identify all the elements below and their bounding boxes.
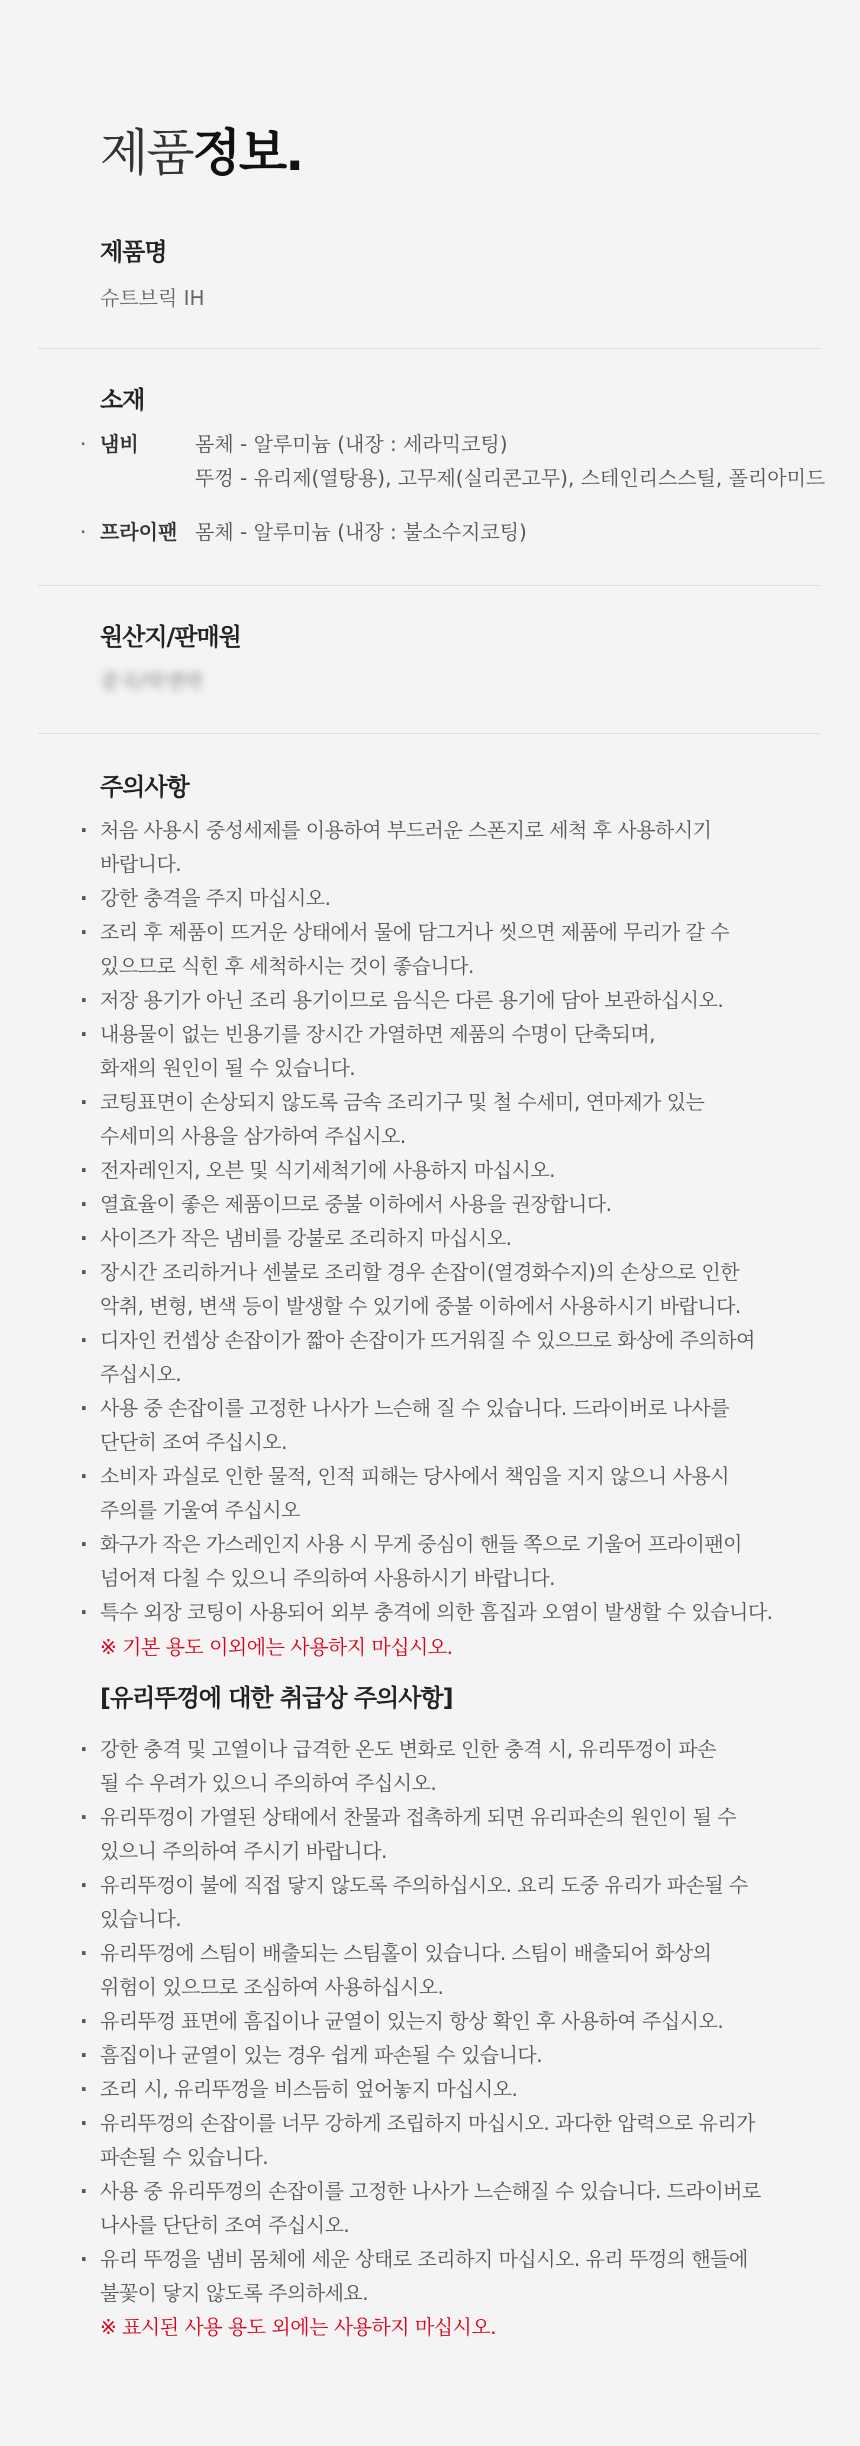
glass-lid-list (80, 1732, 810, 2310)
list-item-line: 악취, 변형, 변색 등이 발생할 수 있기에 중불 이하에서 사용하시기 바랍니다. (100, 1294, 741, 1318)
list-item-line: · 디자인 컨셉상 손잡이가 짧아 손잡이가 뜨거워질 수 있으므로 화상에 주의하여 (100, 1328, 755, 1352)
list-item (80, 2072, 810, 2106)
list-item-line: · 강한 충격을 주지 마십시오. (100, 886, 331, 910)
origin-value: 중국/락앤락 (100, 669, 204, 693)
divider (38, 733, 820, 734)
list-item-line: · 유리뚜껑의 손잡이를 너무 강하게 조립하지 마십시오. 과다한 압력으로 유리가 (100, 2111, 755, 2135)
list-item-line: · 내용물이 없는 빈용기를 장시간 가열하면 제품의 수명이 단축되며, (100, 1022, 655, 1046)
divider (38, 585, 820, 586)
list-item (80, 915, 810, 983)
material-item-line: 몸체 - 알루미늄 (내장 : 불소수지코팅) (195, 520, 527, 544)
list-item (80, 1936, 810, 2004)
list-item-line: 있으므로 식힌 후 세척하시는 것이 좋습니다. (100, 954, 474, 978)
list-item-line: · 사이즈가 작은 냄비를 강불로 조리하지 마십시오. (100, 1226, 512, 1250)
list-item (80, 983, 810, 1017)
product-name-heading: 제품명 (100, 238, 167, 266)
cautions-section (100, 770, 820, 804)
list-item-line: 화재의 원인이 될 수 있습니다. (100, 1056, 356, 1080)
list-item (80, 1085, 810, 1153)
list-item (80, 1323, 810, 1391)
origin-heading: 원산지/판매원 (100, 623, 241, 651)
product-name-section (100, 235, 820, 315)
list-item (80, 2174, 810, 2242)
glass-lid-warning: ※ 표시된 사용 용도 외에는 사용하지 마십시오. (100, 2315, 497, 2339)
list-item-line: · 소비자 과실로 인한 물적, 인적 피해는 당사에서 책임을 지지 않으니 사용시 (100, 1464, 730, 1488)
list-item-line: 될 수 우려가 있으니 주의하여 주십시오. (100, 1771, 437, 1795)
page-title (100, 118, 302, 188)
material-section (100, 383, 820, 417)
cautions-heading: 주의사항 (100, 773, 189, 801)
list-item (80, 1595, 810, 1629)
list-item-line: 주의를 기울여 주십시오 (100, 1498, 300, 1522)
list-item (80, 1153, 810, 1187)
list-item-line: · 저장 용기가 아닌 조리 용기이므로 음식은 다른 용기에 담아 보관하십시오. (100, 988, 724, 1012)
glass-lid-heading: [유리뚜껑에 대한 취급상 주의사항] (100, 1684, 453, 1712)
list-item-line: 단단히 조여 주십시오. (100, 1430, 287, 1454)
list-item (80, 1391, 810, 1459)
list-item-line: 넘어져 다칠 수 있으니 주의하여 사용하시기 바랍니다. (100, 1566, 556, 1590)
list-item-line: · 열효율이 좋은 제품이므로 중불 이하에서 사용을 권장합니다. (100, 1192, 612, 1216)
list-item-line: · 흠집이나 균열이 있는 경우 쉽게 파손될 수 있습니다. (100, 2043, 543, 2067)
material-item-pot: · 냄비 몸체 - 알루미늄 (내장 : 세라믹코팅) 뚜껑 - 유리제(열탕용), 고무제(실리콘고무), 스테인리스스틸, 폴리아미드 (80, 427, 820, 497)
list-item-line: 있으니 주의하여 주시기 바랍니다. (100, 1839, 387, 1863)
list-item (80, 2004, 810, 2038)
list-item (80, 2242, 810, 2310)
material-item-label: 프라이팬 (100, 520, 178, 544)
list-item-line: · 코팅표면이 손상되지 않도록 금속 조리기구 및 철 수세미, 연마제가 있는 (100, 1090, 705, 1114)
list-item-line: 파손될 수 있습니다. (100, 2145, 269, 2169)
list-item-line: · 화구가 작은 가스레인지 사용 시 무게 중심이 핸들 쪽으로 기울어 프라이팬이 (100, 1532, 742, 1556)
list-item-line: 있습니다. (100, 1907, 182, 1931)
material-item-pan: · 프라이팬 몸체 - 알루미늄 (내장 : 불소수지코팅) (80, 515, 820, 549)
list-item-line: 바랍니다. (100, 852, 182, 876)
list-item-line: 나사를 단단히 조여 주십시오. (100, 2213, 350, 2237)
page-title-bold: 정보. (192, 124, 303, 182)
list-item (80, 1732, 810, 1800)
list-item-line: · 유리뚜껑이 불에 직접 닿지 않도록 주의하십시오. 요리 도중 유리가 파손될 수 (100, 1873, 748, 1897)
origin-section (100, 620, 820, 698)
material-heading: 소재 (100, 386, 145, 414)
list-item (80, 1255, 810, 1323)
list-item-line: · 사용 중 손잡이를 고정한 나사가 느슨해 질 수 있습니다. 드라이버로 나사를 (100, 1396, 730, 1420)
list-item-line: · 조리 후 제품이 뜨거운 상태에서 물에 담그거나 씻으면 제품에 무리가 갈 수 (100, 920, 730, 944)
list-item-line: · 강한 충격 및 고열이나 급격한 온도 변화로 인한 충격 시, 유리뚜껑이 파손 (100, 1737, 717, 1761)
list-item-line: · 전자레인지, 오븐 및 식기세척기에 사용하지 마십시오. (100, 1158, 556, 1182)
list-item (80, 1017, 810, 1085)
list-item-line: · 장시간 조리하거나 센불로 조리할 경우 손잡이(열경화수지)의 손상으로 인한 (100, 1260, 740, 1284)
list-item-line: · 유리뚜껑 표면에 흠집이나 균열이 있는지 항상 확인 후 사용하여 주십시오. (100, 2009, 724, 2033)
list-item-line: · 사용 중 유리뚜껑의 손잡이를 고정한 나사가 느슨해질 수 있습니다. 드라이버로 (100, 2179, 761, 2203)
cautions-warning: ※ 기본 용도 이외에는 사용하지 마십시오. (100, 1635, 453, 1659)
list-item-line: 수세미의 사용을 삼가하여 주십시오. (100, 1124, 406, 1148)
material-item-label: 냄비 (100, 432, 139, 456)
list-item (80, 881, 810, 915)
list-item-line: · 유리뚜껑이 가열된 상태에서 찬물과 접촉하게 되면 유리파손의 원인이 될 수 (100, 1805, 737, 1829)
list-item (80, 1868, 810, 1936)
list-item-line: · 유리 뚜껑을 냄비 몸체에 세운 상태로 조리하지 마십시오. 유리 뚜껑의 핸들에 (100, 2247, 748, 2271)
list-item (80, 1527, 810, 1595)
list-item (80, 2106, 810, 2174)
list-item (80, 2038, 810, 2072)
list-item (80, 813, 810, 881)
page-title-light: 제품 (100, 124, 193, 182)
list-item-line: 불꽃이 닿지 않도록 주의하세요. (100, 2281, 369, 2305)
product-name-value: 슈트브릭 IH (100, 286, 205, 310)
list-item-line: 위험이 있으므로 조심하여 사용하십시오. (100, 1975, 444, 1999)
divider (38, 348, 820, 349)
list-item-line: 주십시오. (100, 1362, 182, 1386)
material-item-line: 뚜껑 - 유리제(열탕용), 고무제(실리콘고무), 스테인리스스틸, 폴리아미드 (195, 466, 826, 490)
list-item (80, 1459, 810, 1527)
list-item-line: · 조리 시, 유리뚜껑을 비스듬히 엎어놓지 마십시오. (100, 2077, 518, 2101)
list-item (80, 1187, 810, 1221)
material-item-line: 몸체 - 알루미늄 (내장 : 세라믹코팅) (195, 432, 508, 456)
list-item (80, 1800, 810, 1868)
cautions-list (80, 813, 810, 1629)
list-item-line: · 처음 사용시 중성세제를 이용하여 부드러운 스폰지로 세척 후 사용하시기 (100, 818, 712, 842)
list-item-line: · 유리뚜껑에 스팀이 배출되는 스팀홀이 있습니다. 스팀이 배출되어 화상의 (100, 1941, 712, 1965)
list-item (80, 1221, 810, 1255)
list-item-line: · 특수 외장 코팅이 사용되어 외부 충격에 의한 흠집과 오염이 발생할 수 있습니다. (100, 1600, 773, 1624)
